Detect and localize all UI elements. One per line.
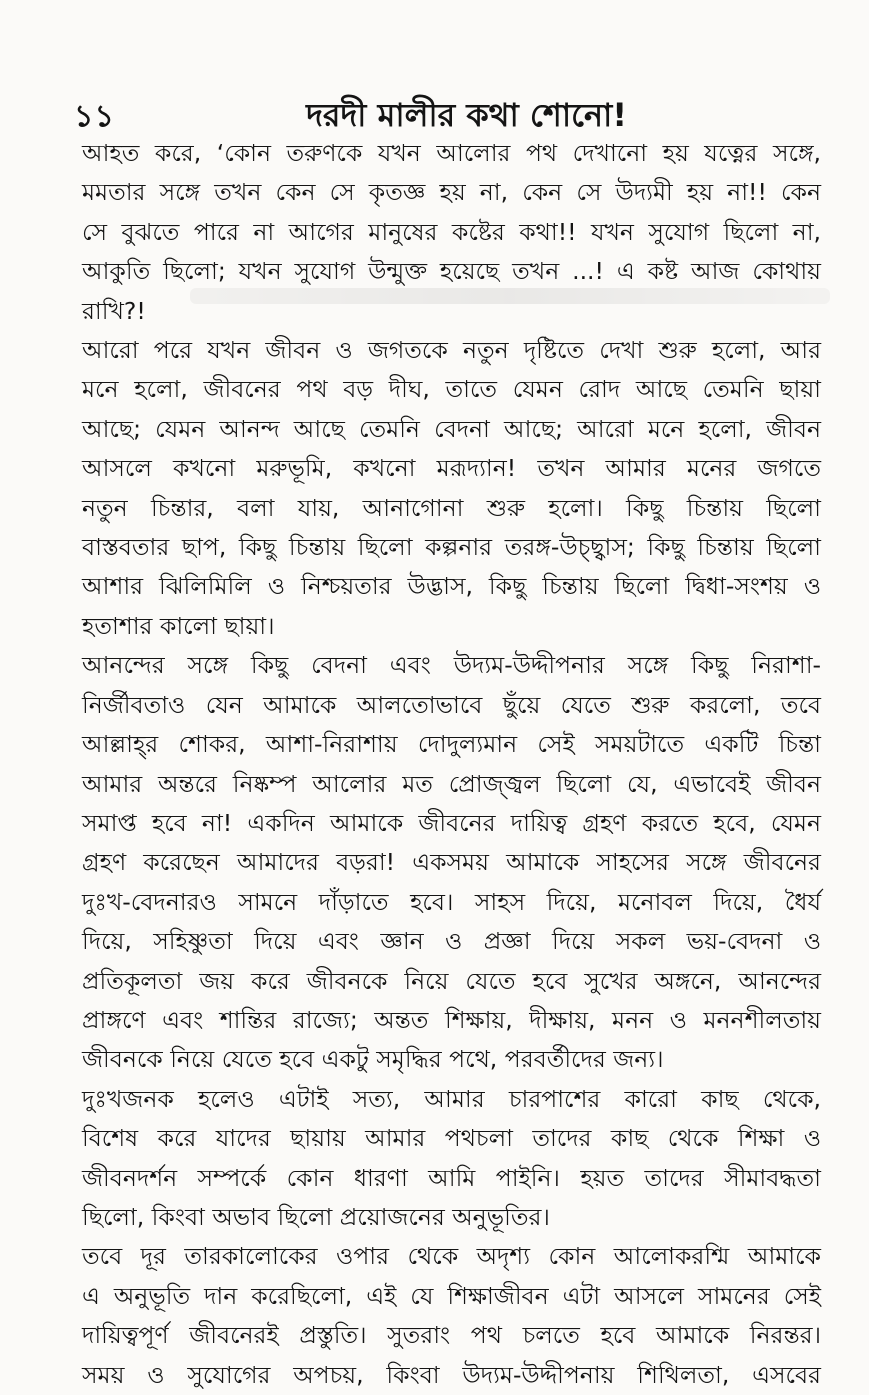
text-line: ছিলো, কিংবা অভাব ছিলো প্রয়োজনের অনুভূতির। bbox=[82, 1202, 550, 1231]
text-line: আমার অন্তরে নিষ্কম্প আলোর মত প্রোজ্জ্বল ছিলো যে, এভাবেই জীবন bbox=[82, 769, 821, 798]
paragraph-4 bbox=[82, 1080, 821, 1238]
text-line: আছে; যেমন আনন্দ আছে তেমনি বেদনা আছে; আরো মনে হলো, জীবন bbox=[82, 414, 821, 443]
text-line: মমতার সঙ্গে তখন কেন সে কৃতজ্ঞ হয় না, কেন সে উদ্যমী হয় না!! কেন bbox=[82, 178, 821, 207]
text-line: বিশেষ করে যাদের ছায়ায় আমার পথচলা তাদের কাছ থেকে শিক্ষা ও bbox=[82, 1124, 821, 1153]
show-through-shadow bbox=[190, 288, 830, 304]
text-line: গ্রহণ করেছেন আমাদের বড়রা! একসময় আমাকে সাহসের সঙ্গে জীবনের bbox=[82, 848, 821, 877]
text-line: সমাপ্ত হবে না! একদিন আমাকে জীবনের দায়িত্ব গ্রহণ করতে হবে, যেমন bbox=[82, 808, 821, 837]
paragraph-5 bbox=[82, 1237, 821, 1395]
text-line: আহত করে, ‘কোন তরুণকে যখন আলোর পথ দেখানো হয় যত্নের সঙ্গে, bbox=[82, 139, 821, 167]
text-line: দুঃখ-বেদনারও সামনে দাঁড়াতে হবে। সাহস দিয়ে, মনোবল দিয়ে, ধৈর্য bbox=[82, 887, 821, 916]
text-line: হতাশার কালো ছায়া। bbox=[82, 611, 275, 640]
body-text bbox=[82, 134, 821, 1395]
text-line: আরো পরে যখন জীবন ও জগতকে নতুন দৃষ্টিতে দেখা শুরু হলো, আর bbox=[82, 336, 821, 365]
text-line: জীবনদর্শন সম্পর্কে কোন ধারণা আমি পাইনি। হয়ত তাদের সীমাবদ্ধতা bbox=[82, 1163, 821, 1192]
page-title: দরদী মালীর কথা শোনো! bbox=[306, 96, 627, 134]
text-line: দিয়ে, সহিষ্ণুতা দিয়ে এবং জ্ঞান ও প্রজ্ঞা দিয়ে সকল ভয়-বেদনা ও bbox=[82, 927, 821, 956]
text-line: প্রাঙ্গণে এবং শান্তির রাজ্যে; অন্তত শিক্ষায়, দীক্ষায়, মনন ও মননশীলতায় bbox=[82, 1005, 821, 1034]
text-line: আসলে কখনো মরুভূমি, কখনো মরূদ্যান! তখন আমার মনের জগতে bbox=[82, 454, 821, 483]
text-line: আল্লাহ্‌র শোকর, আশা-নিরাশায় দোদুল্যমান সেই সময়টাতে একটি চিন্তা bbox=[82, 730, 821, 759]
page-header bbox=[74, 78, 821, 134]
paragraph-2 bbox=[82, 331, 821, 646]
text-line: রাখি?! bbox=[82, 296, 146, 325]
page-number: ১১ bbox=[74, 99, 115, 134]
text-line: নির্জীবতাও যেন আমাকে আলতোভাবে ছুঁয়ে যেতে শুরু করলো, তবে bbox=[82, 690, 821, 719]
text-line: দায়িত্বপূর্ণ জীবনেরই প্রস্তুতি। সুতরাং পথ চলতে হবে আমাকে নিরন্তর। bbox=[82, 1321, 821, 1350]
text-line: আনন্দের সঙ্গে কিছু বেদনা এবং উদ্যম-উদ্দীপনার সঙ্গে কিছু নিরাশা- bbox=[82, 651, 821, 680]
text-line: এ অনুভূতি দান করেছিলো, এই যে শিক্ষাজীবন এটা আসলে সামনের সেই bbox=[82, 1281, 821, 1310]
text-line: সে বুঝতে পারে না আগের মানুষের কষ্টের কথা!! যখন সুযোগ ছিলো না, bbox=[82, 217, 821, 246]
paragraph-3 bbox=[82, 646, 821, 1079]
text-line: বাস্তবতার ছাপ, কিছু চিন্তায় ছিলো কল্পনার তরঙ্গ-উচ্ছ্বাস; কিছু চিন্তায় ছিলো bbox=[82, 533, 821, 562]
text-line: সময় ও সুযোগের অপচয়, কিংবা উদ্যম-উদ্দীপনায় শিথিলতা, এসবের bbox=[82, 1360, 821, 1389]
text-line: প্রতিকূলতা জয় করে জীবনকে নিয়ে যেতে হবে সুখের অঙ্গনে, আনন্দের bbox=[82, 966, 821, 995]
text-line: আশার ঝিলিমিলি ও নিশ্চয়তার উদ্ভাস, কিছু চিন্তায় ছিলো দ্বিধা-সংশয় ও bbox=[82, 572, 821, 601]
text-line: তবে দূর তারকালোকের ওপার থেকে অদৃশ্য কোন আলোকরশ্মি আমাকে bbox=[82, 1242, 821, 1271]
text-line: দুঃখজনক হলেও এটাই সত্য, আমার চারপাশের কারো কাছ থেকে, bbox=[82, 1084, 821, 1113]
text-line: জীবনকে নিয়ে যেতে হবে একটু সমৃদ্ধির পথে, পরবর্তীদের জন্য। bbox=[82, 1045, 664, 1074]
text-line: নতুন চিন্তার, বলা যায়, আনাগোনা শুরু হলো। কিছু চিন্তায় ছিলো bbox=[82, 493, 821, 522]
text-line: আকুতি ছিলো; যখন সুযোগ উন্মুক্ত হয়েছে তখন ...! এ কষ্ট আজ কোথায় bbox=[82, 257, 821, 286]
text-line: মনে হলো, জীবনের পথ বড় দীঘ, তাতে যেমন রোদ আছে তেমনি ছায়া bbox=[82, 375, 821, 404]
